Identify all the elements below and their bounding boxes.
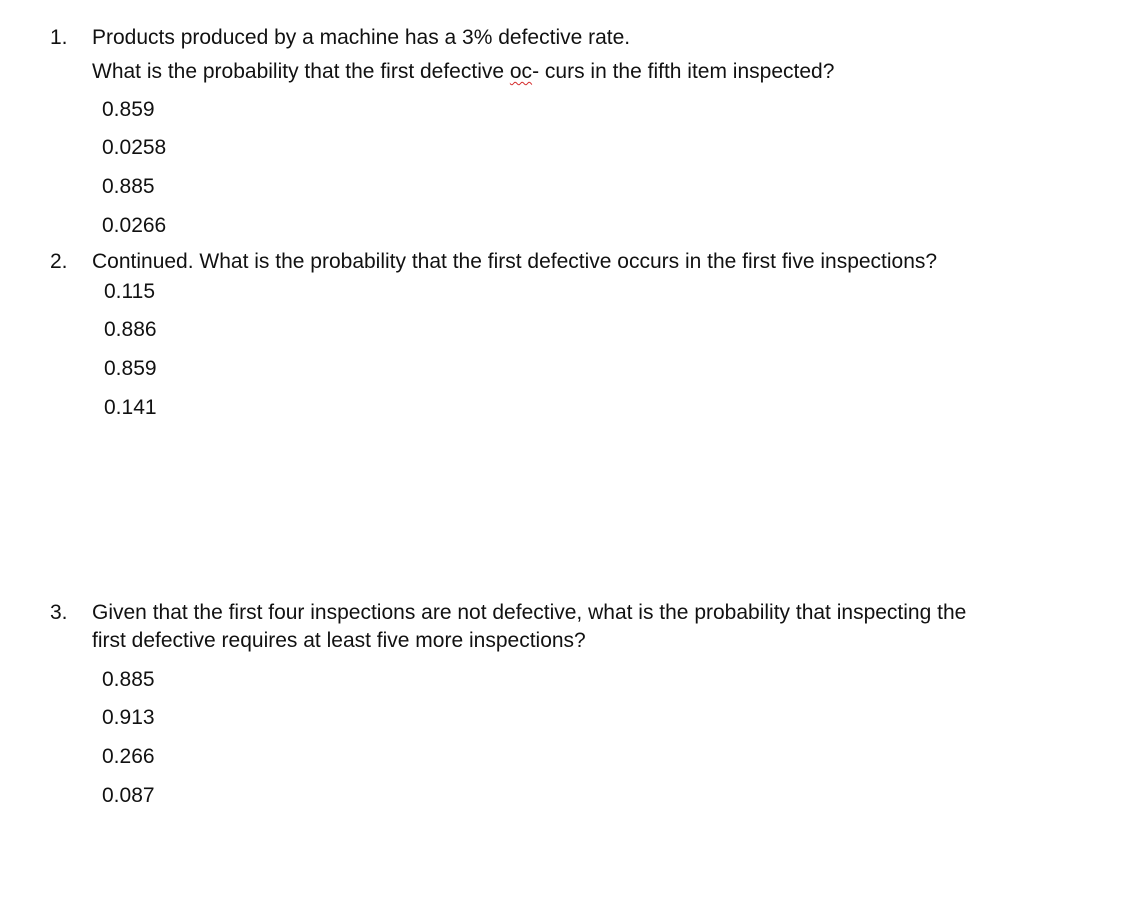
question-text-line bbox=[92, 58, 834, 86]
question-number: 3. bbox=[50, 601, 68, 624]
answer-option: 0.141 bbox=[104, 396, 157, 419]
question-text-segment: What is the probability that the first defective bbox=[92, 60, 510, 83]
question-text-line: Continued. What is the probability that the first defective occurs in the first five inspections? bbox=[92, 250, 938, 273]
answer-option: 0.885 bbox=[102, 668, 155, 691]
answer-option: 0.087 bbox=[102, 784, 155, 807]
answer-option: 0.859 bbox=[104, 357, 157, 380]
answer-option: 0.266 bbox=[102, 745, 155, 768]
question-text-line: Products produced by a machine has a 3% defective rate. bbox=[92, 26, 631, 49]
question-number: 1. bbox=[50, 26, 68, 49]
question-text-line: Given that the first four inspections are not defective, what is the probability that inspecting the bbox=[92, 601, 967, 624]
question-text-segment: - curs in the fifth item inspected? bbox=[532, 60, 835, 83]
answer-option: 0.913 bbox=[102, 706, 155, 729]
answer-option: 0.885 bbox=[102, 175, 155, 198]
spellcheck-flagged-word: oc bbox=[509, 60, 533, 83]
question-number: 2. bbox=[50, 250, 68, 273]
answer-option: 0.886 bbox=[104, 318, 157, 341]
question-text-line: first defective requires at least five more inspections? bbox=[92, 629, 586, 652]
answer-option: 0.0266 bbox=[102, 214, 167, 237]
answer-option: 0.115 bbox=[104, 280, 155, 303]
answer-option: 0.859 bbox=[102, 98, 155, 121]
answer-option: 0.0258 bbox=[102, 136, 167, 159]
